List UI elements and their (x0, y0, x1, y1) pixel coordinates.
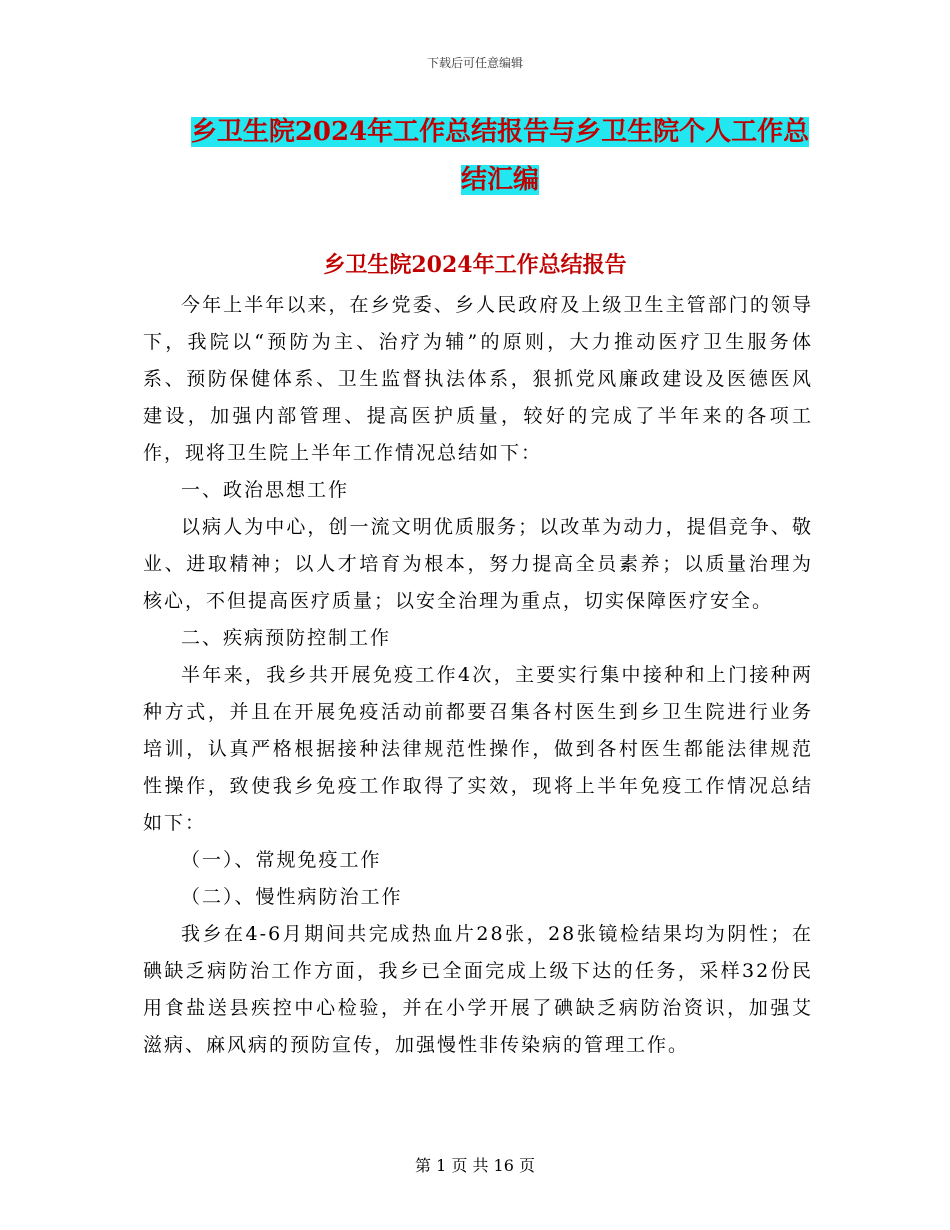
document-title (140, 108, 860, 204)
header-note: 下载后可任意编辑 (426, 56, 523, 70)
subsection-heading-routine-immunization: （一）、常规免疫工作 (181, 849, 382, 871)
paragraph-political: 以病人为中心，创一流文明优质服务；以改革为动力，提倡竞争、敬业、进取精神；以人才培育为根本，努力提高全员素养；以质量治理为核心，不但提高医疗质量；以安全治理为重点，切实保障医疗安全。 (143, 516, 813, 612)
document-title-line-1: 乡卫生院2024年工作总结报告与乡卫生院个人工作总 (190, 117, 810, 147)
paragraph-chronic-disease: 我乡在4-6月期间共完成热血片28张，28张镜检结果均为阴性；在碘缺乏病防治工作方面，我乡已全面完成上级下达的任务，采样32份民用食盐送县疾控中心检验，并在小学开展了碘缺乏病防治资识，加强艾滋病、麻风病的预防宣传，加强慢性非传染病的管理工作。 (143, 923, 813, 1056)
paragraph-immunization: 半年来，我乡共开展免疫工作4次，主要实行集中接种和上门接种两种方式，并且在开展免疫活动前都要召集各村医生到乡卫生院进行业务培训，认真严格根据接种法律规范性操作，做到各村医生都能法律规范性操作，致使我乡免疫工作取得了实效，现将上半年免疫工作情况总结如下： (143, 664, 813, 834)
section-heading-disease-prevention: 二、疾病预防控制工作 (181, 627, 392, 649)
paragraph-intro: 今年上半年以来，在乡党委、乡人民政府及上级卫生主管部门的领导下，我院以“预防为主、治疗为辅”的原则，大力推动医疗卫生服务体系、预防保健体系、卫生监督执法体系，狠抓党风廉政建设及医德医风建设，加强内部管理、提高医护质量，较好的完成了半年来的各项工作，现将卫生院上半年工作情况总结如下： (143, 294, 813, 464)
section-heading-political: 一、政治思想工作 (181, 479, 350, 501)
report-body (143, 287, 813, 1064)
subsection-heading-chronic-disease: （二）、慢性病防治工作 (181, 886, 403, 908)
page-footer: 第 1 页 共 16 页 (415, 1156, 535, 1175)
report-title: 乡卫生院2024年工作总结报告 (323, 252, 627, 278)
document-title-line-2: 结汇编 (460, 165, 539, 195)
